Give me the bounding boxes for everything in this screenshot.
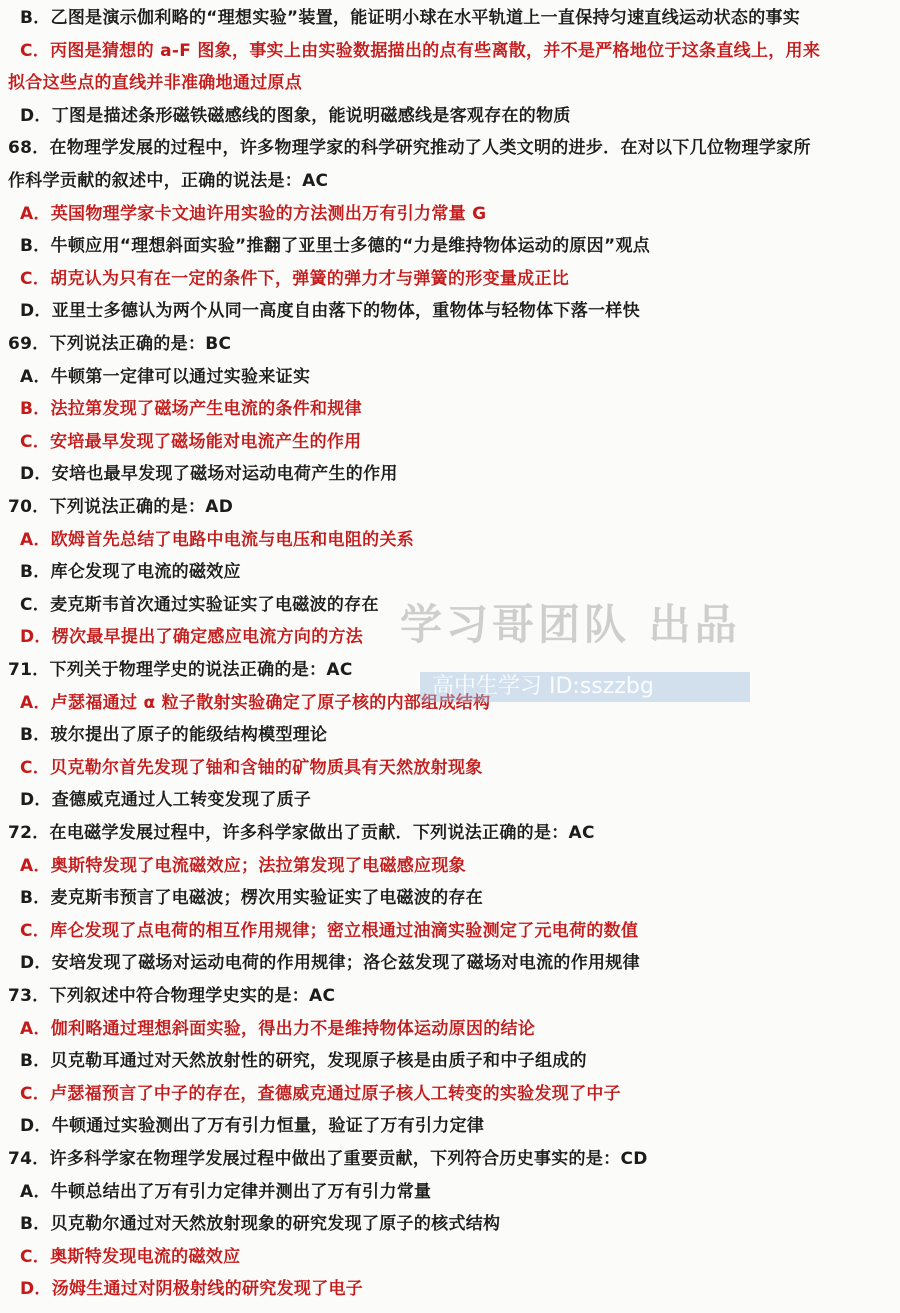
question-stem: 74．许多科学家在物理学发展过程中做出了重要贡献，下列符合历史事实的是：CD xyxy=(8,1149,648,1169)
answer-option: D．安培也最早发现了磁场对运动电荷产生的作用 xyxy=(20,464,398,485)
text-continuation: 作科学贡献的叙述中，正确的说法是：AC xyxy=(8,171,329,191)
question-stem: 71．下列关于物理学史的说法正确的是：AC xyxy=(8,660,353,680)
answer-option: A．欧姆首先总结了电路中电流与电压和电阻的关系 xyxy=(20,529,415,550)
answer-option: C．丙图是猜想的 a-F 图象，事实上由实验数据描出的点有些离散，并不是严格地位于这条直线上，用来 xyxy=(20,40,821,61)
answer-option: B．库仑发现了电流的磁效应 xyxy=(20,562,241,583)
answer-option: A．伽利略通过理想斜面实验，得出力不是维持物体运动原因的结论 xyxy=(20,1018,536,1039)
answer-option: D．安培发现了磁场对运动电荷的作用规律；洛仑兹发现了磁场对电流的作用规律 xyxy=(20,953,640,974)
answer-option: C．胡克认为只有在一定的条件下，弹簧的弹力才与弹簧的形变量成正比 xyxy=(20,268,570,289)
question-stem: 68．在物理学发展的过程中，许多物理学家的科学研究推动了人类文明的进步．在对以下几位物理学家所 xyxy=(8,138,811,159)
question-stem: 73．下列叙述中符合物理学史实的是：AC xyxy=(8,986,336,1006)
answer-option: A．卢瑟福通过 α 粒子散射实验确定了原子核的内部组成结构 xyxy=(20,692,491,713)
answer-option: B．牛顿应用“理想斜面实验”推翻了亚里士多德的“力是维持物体运动的原因”观点 xyxy=(20,236,651,257)
question-stem: 70．下列说法正确的是：AD xyxy=(8,497,234,517)
answer-option: C．麦克斯韦首次通过实验证实了电磁波的存在 xyxy=(20,594,379,615)
answer-option: A．奥斯特发现了电流磁效应；法拉第发现了电磁感应现象 xyxy=(20,855,466,876)
answer-option: A．牛顿总结出了万有引力定律并测出了万有引力常量 xyxy=(20,1181,432,1202)
answer-option: D．楞次最早提出了确定感应电流方向的方法 xyxy=(20,627,364,648)
answer-option: D．查德威克通过人工转变发现了质子 xyxy=(20,790,312,811)
answer-option: D．汤姆生通过对阴极射线的研究发现了电子 xyxy=(20,1279,364,1300)
answer-option: B．贝克勒耳通过对天然放射性的研究，发现原子核是由质子和中子组成的 xyxy=(20,1051,587,1072)
answer-option: B．法拉第发现了磁场产生电流的条件和规律 xyxy=(20,399,362,420)
answer-option: B．麦克斯韦预言了电磁波；楞次用实验证实了电磁波的存在 xyxy=(20,888,484,909)
answer-option: C．卢瑟福预言了中子的存在，查德威克通过原子核人工转变的实验发现了中子 xyxy=(20,1083,621,1104)
question-stem: 69．下列说法正确的是：BC xyxy=(8,334,232,354)
watermark-subtext: 高中生学习 ID:sszzbg xyxy=(432,674,654,699)
answer-option: D．牛顿通过实验测出了万有引力恒量，验证了万有引力定律 xyxy=(20,1116,485,1137)
answer-option: C．安培最早发现了磁场能对电流产生的作用 xyxy=(20,431,362,452)
answer-option: B．贝克勒尔通过对天然放射现象的研究发现了原子的核式结构 xyxy=(20,1214,501,1235)
answer-option: D．丁图是描述条形磁铁磁感线的图象，能说明磁感线是客观存在的物质 xyxy=(20,105,571,126)
answer-option: B．乙图是演示伽利略的“理想实验”装置，能证明小球在水平轨道上一直保持匀速直线运动状态的事实 xyxy=(20,8,801,28)
answer-option: D．亚里士多德认为两个从同一高度自由落下的物体，重物体与轻物体下落一样快 xyxy=(20,301,640,322)
answer-option: C．奥斯特发现电流的磁效应 xyxy=(20,1246,241,1267)
answer-option: C．贝克勒尔首先发现了铀和含铀的矿物质具有天然放射现象 xyxy=(20,757,483,778)
answer-option: C．库仑发现了点电荷的相互作用规律；密立根通过油滴实验测定了元电荷的数值 xyxy=(20,920,639,941)
answer-option: A．牛顿第一定律可以通过实验来证实 xyxy=(20,366,311,387)
answer-option: B．玻尔提出了原子的能级结构模型理论 xyxy=(20,725,328,746)
text-continuation: 拟合这些点的直线并非准确地通过原点 xyxy=(8,73,303,94)
watermark-text: 学习哥团队 出品 xyxy=(400,600,741,649)
answer-option: A．英国物理学家卡文迪许用实验的方法测出万有引力常量 G xyxy=(20,203,487,224)
question-stem: 72．在电磁学发展过程中，许多科学家做出了贡献．下列说法正确的是：AC xyxy=(8,823,595,843)
